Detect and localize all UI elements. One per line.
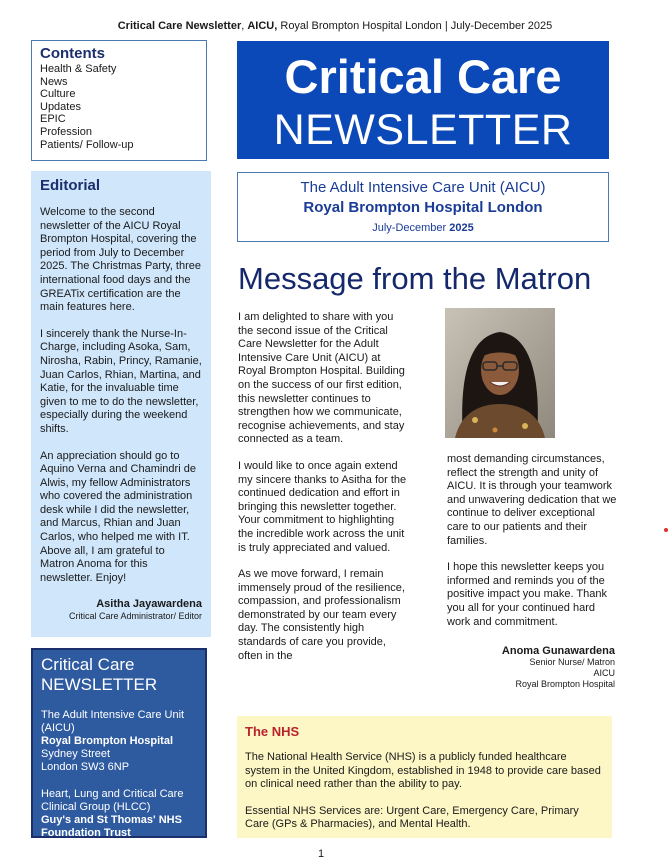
matron-signature bbox=[445, 645, 615, 690]
address-box bbox=[31, 648, 207, 838]
address-hospital: Royal Brompton Hospital bbox=[41, 735, 174, 747]
address-unit: The Adult Intensive Care Unit (AICU) bbox=[41, 709, 185, 734]
contents-item[interactable]: Health & Safety bbox=[40, 63, 117, 75]
contents-box bbox=[31, 40, 207, 161]
unit-period bbox=[238, 222, 608, 234]
contents-title: Contents bbox=[40, 45, 105, 62]
matron-paragraph: I hope this newsletter keeps you informed and reminds you of the positive impact you make. Thank you all for your continued hard work and commitment. bbox=[447, 561, 607, 628]
nhs-paragraph: The National Health Service (NHS) is a publicly funded healthcare system in the United Kingdom, established in 1948 to provide care based on clinical need rather than the ability to pay. bbox=[245, 751, 601, 791]
contents-item[interactable]: Culture bbox=[40, 88, 76, 101]
header-unit: AICU, bbox=[247, 20, 278, 32]
editorial-paragraph: I sincerely thank the Nurse-In-Charge, including Asoka, Sam, Nirosha, Rabin, Princy, Ramanie, Juan Carlos, Rhian, Martina, and Katie, for the invaluable time given to me to do the newsletter, especially during the weekend shifts. bbox=[40, 327, 202, 435]
editorial-box bbox=[31, 171, 211, 637]
editorial-paragraph: Welcome to the second newsletter of the AICU Royal Brompton Hospital, covering the period from July to December 2025. The Christmas Party, three international food days and the GREATix certification are the main features here. bbox=[40, 206, 201, 314]
address-trust: Guy's and St Thomas' NHS Foundation Trust bbox=[41, 814, 182, 839]
contents-item[interactable]: Profession bbox=[40, 125, 92, 138]
matron-photo bbox=[445, 308, 555, 438]
matron-paragraph: I would like to once again extend my sincere thanks to Asitha for the continued dedication and effort in bringing this newsletter together. Your commitment to highlighting the incredible work across the unit is truly appreciated and valued. bbox=[238, 459, 407, 554]
unit-period-year: 2025 bbox=[449, 222, 474, 234]
address-title-2: NEWSLETTER bbox=[41, 675, 158, 694]
contents-item[interactable]: EPIC bbox=[40, 113, 66, 126]
nhs-paragraph: Essential NHS Services are: Urgent Care, Emergency Care, Primary Care (GPs & Pharmacies), and Mental Health. bbox=[245, 804, 579, 831]
editorial-paragraph: An appreciation should go to Aquino Verna and Chamindri de Alwis, my fellow Administrators who covered the administration desk while I did the newsletter, and Marcus, Rhian and Juan Carlos, who helped me with IT. Above all, I am grateful to Matron Anoma for this newsletter. Enjoy! bbox=[40, 449, 196, 584]
header-rest: Royal Brompton Hospital London | July-December 2025 bbox=[277, 20, 553, 32]
matron-hospital: Royal Brompton Hospital bbox=[515, 679, 615, 689]
contents-list bbox=[40, 63, 198, 151]
matron-paragraph: I am delighted to share with you the second issue of the Critical Care Newsletter for the Adult Intensive Care Unit (AICU) at Royal Brompton Hospital. Building on the success of our first edition, this newsletter continues to strengthen how we communicate, recognise achievements, and stay connected as a team. bbox=[238, 311, 405, 446]
matron-name: Anoma Gunawardena bbox=[501, 645, 615, 657]
masthead-line-2: NEWSLETTER bbox=[273, 106, 573, 154]
unit-period-text: July-December bbox=[372, 222, 450, 234]
unit-hospital: Royal Brompton Hospital London bbox=[303, 199, 543, 216]
matron-column-right bbox=[447, 453, 619, 642]
address-street: Sydney Street bbox=[41, 748, 111, 760]
matron-paragraph: As we move forward, I remain immensely proud of the resilience, compassion, and professionalism demonstrated by our team every day. The consistently high standards of care you provide, often in the bbox=[238, 568, 405, 662]
masthead bbox=[237, 41, 609, 159]
address-group: Heart, Lung and Critical Care Clinical Group (HLCC) bbox=[41, 788, 184, 813]
contents-item[interactable]: Patients/ Follow-up bbox=[40, 138, 134, 151]
red-dot-marker bbox=[664, 528, 668, 532]
editor-role: Critical Care Administrator/ Editor bbox=[68, 611, 202, 622]
contents-item[interactable]: Updates bbox=[40, 100, 81, 113]
editor-name: Asitha Jayawardena bbox=[96, 598, 202, 611]
address-title-1: Critical Care bbox=[41, 655, 135, 674]
unit-name: The Adult Intensive Care Unit (AICU) bbox=[300, 179, 546, 196]
editorial-title: Editorial bbox=[40, 177, 101, 194]
address-city: London SW3 6NP bbox=[41, 761, 130, 773]
matron-unit: AICU bbox=[593, 668, 615, 678]
matron-role: Senior Nurse/ Matron bbox=[529, 657, 615, 667]
page-header bbox=[0, 20, 670, 32]
header-sep: , bbox=[241, 20, 248, 32]
matron-title: Message from the Matron bbox=[238, 261, 592, 296]
page-number: 1 bbox=[317, 848, 325, 860]
masthead-line-1: Critical Care bbox=[284, 50, 562, 103]
nhs-box bbox=[237, 716, 612, 838]
nhs-title: The NHS bbox=[245, 724, 300, 739]
contents-item[interactable]: News bbox=[40, 75, 68, 88]
header-title: Critical Care Newsletter bbox=[117, 20, 242, 32]
matron-column-left bbox=[238, 311, 410, 676]
matron-paragraph: most demanding circumstances, reflect the strength and unity of AICU. It is through your teamwork and unwavering dedication that we continue to deliver exceptional care to our patients and their families. bbox=[447, 453, 617, 547]
unit-box bbox=[237, 172, 609, 242]
